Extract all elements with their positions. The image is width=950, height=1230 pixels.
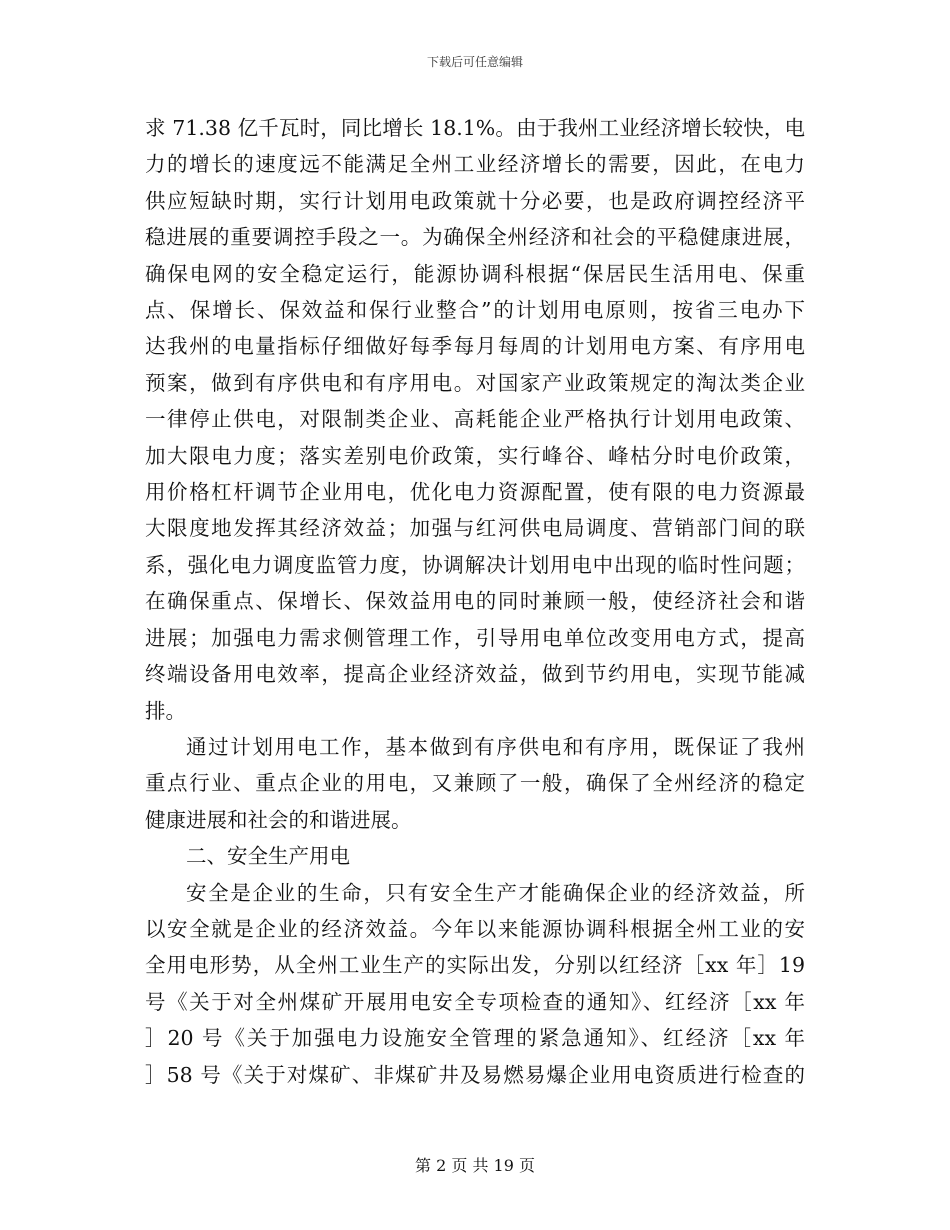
text-line: 求 71.38 亿千瓦时，同比增长 18.1%。由于我州工业经济增长较快，电 <box>145 116 805 140</box>
text-line: 用价格杠杆调节企业用电，优化电力资源配置，使有限的电力资源最 <box>145 480 805 505</box>
text-line: 力的增长的速度远不能满足全州工业经济增长的需要，因此，在电力 <box>145 152 805 177</box>
text-line: 终端设备用电效率，提高企业经济效益，做到节约用电，实现节能减 <box>145 662 805 687</box>
text-line: 预案，做到有序供电和有序用电。对国家产业政策规定的淘汰类企业 <box>145 370 805 395</box>
text-line: 稳进展的重要调控手段之一。为确保全州经济和社会的平稳健康进展， <box>145 225 805 250</box>
text-line: 确保电网的安全稳定运行，能源协调科根据“保居民生活用电、保重 <box>145 261 805 286</box>
page-header: 下载后可任意编辑 <box>426 55 523 69</box>
page-number: 第 2 页 共 19 页 <box>415 1156 535 1175</box>
text-line: 加大限电力度；落实差别电价政策，实行峰谷、峰枯分时电价政策， <box>145 443 805 468</box>
document-body <box>145 110 805 1093</box>
text-line: 供应短缺时期，实行计划用电政策就十分必要，也是政府调控经济平 <box>145 188 805 213</box>
text-line: 安全是企业的生命，只有安全生产才能确保企业的经济效益，所 <box>186 880 805 905</box>
text-line: 在确保重点、保增长、保效益用电的同时兼顾一般，使经济社会和谐 <box>145 589 805 614</box>
text-line: ］58 号《关于对煤矿、非煤矿井及易燃易爆企业用电资质进行检查的 <box>145 1062 805 1087</box>
text-line: 健康进展和社会的和谐进展。 <box>145 807 412 832</box>
text-line: 排。 <box>145 698 186 723</box>
text-line: 系，强化电力调度监管力度，协调解决计划用电中出现的临时性问题； <box>145 552 805 577</box>
paragraph-planned-electricity <box>145 110 805 729</box>
text-line: 号《关于对全州煤矿开展用电安全专项检查的通知》、红经济［xx 年 <box>145 989 805 1014</box>
text-line: 一律停止供电，对限制类企业、高耗能企业严格执行计划用电政策、 <box>145 407 805 432</box>
text-line: 进展；加强电力需求侧管理工作，引导用电单位改变用电方式，提高 <box>145 625 805 650</box>
heading-text: 二、安全生产用电 <box>186 844 350 869</box>
text-line: 点、保增长、保效益和保行业整合”的计划用电原则，按省三电办下 <box>145 298 805 323</box>
text-line: 通过计划用电工作，基本做到有序供电和有序用，既保证了我州 <box>186 734 805 759</box>
text-line: 全用电形势，从全州工业生产的实际出发，分别以红经济［xx 年］19 <box>145 953 805 978</box>
section-heading-safety <box>145 838 805 874</box>
paragraph-safety <box>145 875 805 1093</box>
paragraph-summary <box>145 729 805 838</box>
text-line: 达我州的电量指标仔细做好每季每月每周的计划用电方案、有序用电 <box>145 334 805 359</box>
text-line: 重点行业、重点企业的用电，又兼顾了一般，确保了全州经济的稳定 <box>145 771 805 796</box>
text-line: ］20 号《关于加强电力设施安全管理的紧急通知》、红经济［xx 年 <box>145 1026 805 1051</box>
text-line: 大限度地发挥其经济效益；加强与红河供电局调度、营销部门间的联 <box>145 516 805 541</box>
text-line: 以安全就是企业的经济效益。今年以来能源协调科根据全州工业的安 <box>145 916 805 941</box>
